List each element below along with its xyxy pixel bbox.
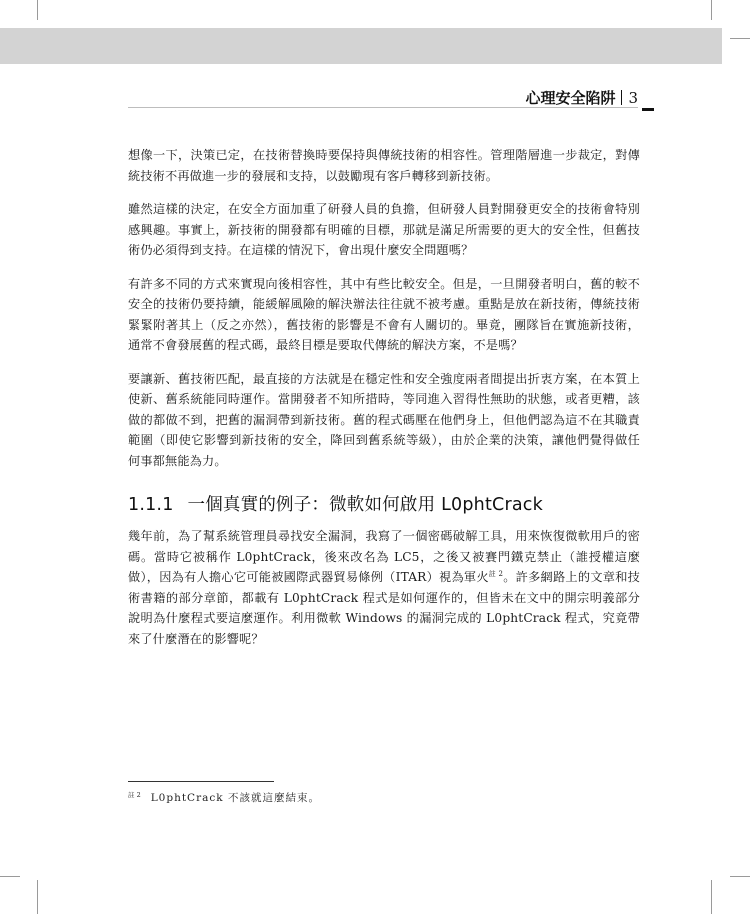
crop-mark: [730, 38, 750, 39]
crop-mark: [37, 0, 38, 20]
crop-mark: [711, 880, 712, 914]
footnote-rule: [128, 781, 274, 782]
running-head: [525, 87, 638, 108]
running-head-mark: [642, 108, 654, 111]
footnote: [128, 791, 320, 806]
paragraph: 要讓新、舊技術匹配，最直接的方法就是在穩定性和安全強度兩者間提出折衷方案，在本質上使新、舊系統能同時運作。當開發者不知所措時，等同進入習得性無助的狀態，或者更糟，該做的都做不到，把舊的漏洞帶到新技術。舊的程式碼壓在他們身上，但他們認為這不在其職責範圍（即使它影響到新技術的安全，降回到舊系統等級），由於企業的決策，讓他們覺得做任何事都無能為力。: [128, 371, 640, 468]
crop-mark: [730, 876, 750, 877]
section-paragraph-text: 幾年前，為了幫系統管理員尋找安全漏洞，我寫了一個密碼破解工具，用來恢復微軟用戶的密碼。當時它被稱作 L0phtCrack，後來改名為 LC5，之後又被賽門鐵克禁止（誰授權這麼做），因為有人擔心它可能被國際武器貿易條例（ITAR）視為軍火: [128, 529, 640, 584]
chapter-title: 心理安全陷阱: [525, 89, 616, 107]
section-title: 一個真實的例子：微軟如何啟用 L0phtCrack: [187, 495, 543, 515]
page-number: 3: [628, 88, 638, 107]
paragraph: 有許多不同的方式來實現向後相容性，其中有些比較安全。但是，一旦開發者明白，舊的較不安全的技術仍要持續，能緩解風險的解決辦法往往就不被考慮。重點是放在新技術，傳統技術緊緊附著其上（反之亦然），舊技術的影響是不會有人關切的。畢竟，團隊旨在實施新技術，通常不會發展舊的程式碼，最終目標是要取代傳統的解決方案，不是嗎？: [128, 276, 640, 352]
footnote-mark: 註 2: [128, 791, 141, 799]
header-rule: [128, 107, 638, 108]
section-heading: [128, 491, 640, 516]
running-head-divider: [621, 90, 622, 105]
paragraph: 想像一下，決策已定，在技術替換時要保持與傳統技術的相容性。管理階層進一步裁定，對傳統技術不再做進一步的發展和支持，以鼓勵現有客戶轉移到新技術。: [128, 148, 640, 183]
footnote-text: L0phtCrack 不該就這麼結束。: [150, 792, 320, 804]
crop-mark: [0, 876, 20, 877]
header-band: [0, 28, 722, 64]
crop-mark: [37, 880, 38, 914]
section-paragraph: [128, 526, 640, 649]
section-number: 1.1.1: [128, 495, 174, 515]
section-paragraph-text: 。許多網路上的文章和技術書籍的部分章節，都載有 L0phtCrack 程式是如何運作的，但皆未在文中的開宗明義部分說明為什麼程式要這麼運作。利用微軟 Windows 的漏洞完成的 L0phtCrack 程式，究竟帶來了什麼潛在的影響呢？: [128, 570, 640, 646]
footnote-reference: 註 2: [488, 569, 504, 578]
body-text: [128, 145, 640, 662]
paragraph: 雖然這樣的決定，在安全方面加重了研發人員的負擔，但研發人員對開發更安全的技術會特別感興趣。事實上，新技術的開發都有明確的目標，那就是滿足所需要的更大的安全性，但舊技術仍必須得到支持。在這樣的情況下，會出現什麼安全問題嗎？: [128, 202, 640, 257]
crop-mark: [711, 0, 712, 20]
